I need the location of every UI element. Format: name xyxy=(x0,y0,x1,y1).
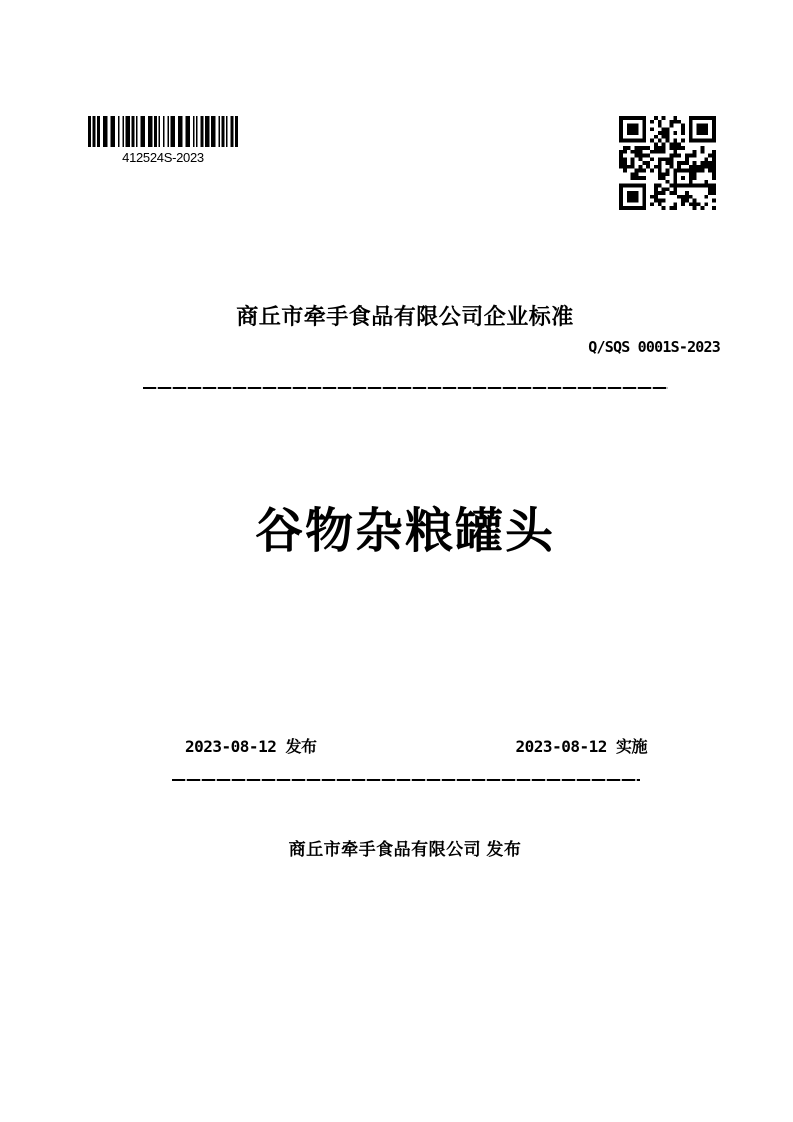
qr-code-image xyxy=(619,116,716,210)
implement-date: 2023-08-12 实施 xyxy=(515,737,647,756)
top-divider-rule xyxy=(143,387,668,389)
issue-date: 2023-08-12 发布 xyxy=(185,737,317,756)
barcode-block xyxy=(88,116,238,165)
dates-row xyxy=(185,734,647,757)
barcode-label: 412524S-2023 xyxy=(122,150,204,165)
document-title: 谷物杂粮罐头 xyxy=(254,505,555,558)
standard-number: Q/SQS 0001S-2023 xyxy=(588,338,720,356)
publisher-line: 商丘市牵手食品有限公司 发布 xyxy=(288,840,522,859)
barcode-image xyxy=(88,116,238,147)
bottom-divider-rule xyxy=(172,779,640,781)
company-standard-heading: 商丘市牵手食品有限公司企业标准 xyxy=(236,304,574,329)
